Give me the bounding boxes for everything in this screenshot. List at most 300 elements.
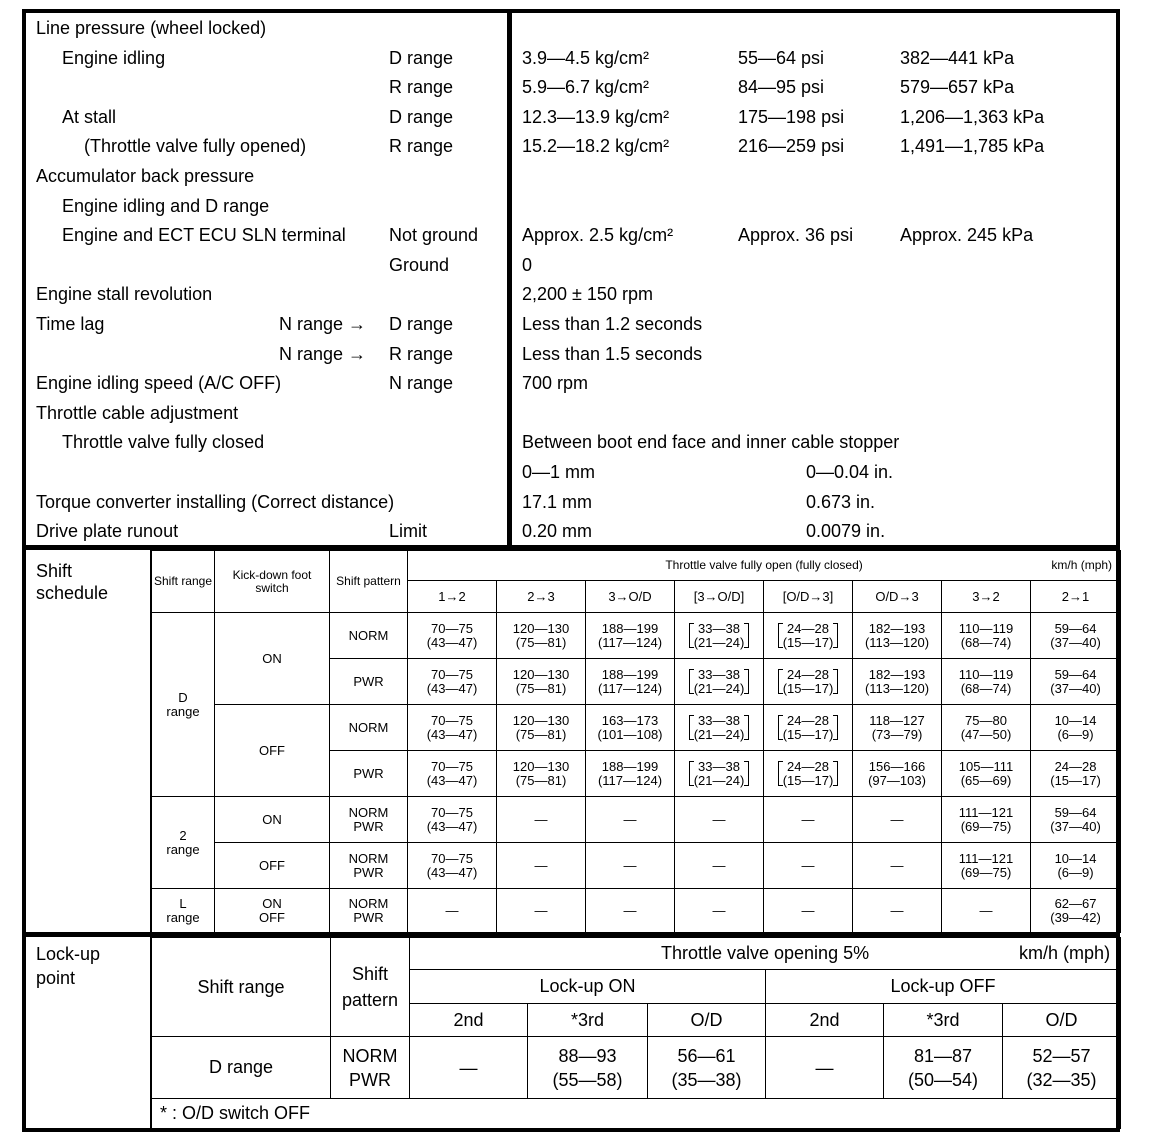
shift-speed-cell — [675, 659, 764, 705]
speed-value — [1031, 852, 1120, 879]
shift-range-header: Shift range — [152, 551, 215, 613]
shift-pattern-cell: NORM PWR — [330, 797, 408, 843]
speed-value — [942, 668, 1030, 695]
shift-speed-cell — [586, 797, 675, 843]
mph-value: (75—81) — [515, 772, 567, 788]
speed-value — [586, 622, 674, 649]
spec-label: At stall — [62, 106, 117, 127]
shift-range-cell: L range — [152, 889, 215, 933]
spec-value: 0.0079 in. — [806, 521, 886, 542]
spec-divider — [507, 9, 512, 546]
mph-value: (69—75) — [960, 864, 1012, 880]
kmh-value: 70—75 — [431, 850, 473, 866]
spec-value: 55—64 psi — [738, 47, 825, 68]
shift-speed-cell — [942, 705, 1031, 751]
speed-value — [408, 852, 496, 879]
lockup-table — [151, 937, 1121, 1129]
kickdown-switch-cell: OFF — [215, 705, 330, 797]
spec-label: Engine stall revolution — [36, 284, 213, 305]
lockup-on-header: Lock-up ON — [410, 970, 766, 1004]
lockup-gear-header: O/D — [648, 1004, 766, 1037]
kmh-value: 33—38 — [698, 712, 740, 728]
shift-speed-cell — [675, 843, 764, 889]
shift-speed-cell — [764, 659, 853, 705]
kmh-value: 188—199 — [601, 620, 659, 636]
mph-value: (113—120) — [864, 680, 930, 696]
shift-pattern-cell: PWR — [330, 659, 408, 705]
shift-speed-cell — [586, 659, 675, 705]
shift-speed-cell — [586, 751, 675, 797]
kmh-value: 33—38 — [698, 666, 740, 682]
shift-speed-cell — [408, 613, 497, 659]
lockup-throttle-header — [410, 938, 1121, 970]
spec-range: N range — [389, 373, 454, 394]
shift-speed-cell — [853, 659, 942, 705]
shift-speed-cell — [497, 705, 586, 751]
shift-column-header: 1→2 — [408, 581, 497, 613]
shift-speed-cell — [764, 843, 853, 889]
shift-speed-cell — [853, 889, 942, 933]
mph-value: (117—124) — [597, 634, 663, 650]
bracketed-value — [689, 622, 750, 649]
speed-value — [942, 714, 1030, 741]
mph-value: (6—9) — [1057, 864, 1094, 880]
shift-speed-cell — [853, 751, 942, 797]
kmh-value: 59—64 — [1054, 666, 1097, 682]
spec-value: Approx. 36 psi — [738, 225, 854, 246]
shift-speed-cell — [764, 613, 853, 659]
mph-value: (117—124) — [597, 680, 663, 696]
speed-value: — — [534, 857, 548, 873]
speed-value — [942, 806, 1030, 833]
kmh-value: 70—75 — [431, 758, 473, 774]
shift-speed-cell — [764, 889, 853, 933]
speed-value — [497, 760, 585, 787]
kmh-value: 24—28 — [1054, 758, 1097, 774]
speed-value — [942, 760, 1030, 787]
spec-value: 0.20 mm — [522, 521, 593, 542]
mph-value: (43—47) — [426, 726, 478, 742]
spec-label: Engine idling and D range — [62, 195, 270, 216]
shift-pattern-cell: NORM — [330, 613, 408, 659]
bracketed-value — [778, 714, 839, 741]
spec-value: 17.1 mm — [522, 491, 593, 512]
mph-value: (68—74) — [960, 634, 1012, 650]
spec-label: Engine idling speed (A/C OFF) — [36, 373, 282, 394]
speed-value: — — [712, 857, 726, 873]
spec-value: Less than 1.5 seconds — [522, 343, 703, 364]
spec-label: Line pressure (wheel locked) — [36, 18, 267, 38]
kmh-value: 59—64 — [1054, 804, 1097, 820]
shift-speed-cell — [1031, 889, 1121, 933]
lockup-gear-header: 2nd — [766, 1004, 884, 1037]
shift-speed-cell — [675, 751, 764, 797]
spec-value: 1,206—1,363 kPa — [900, 106, 1045, 127]
speed-value: — — [445, 902, 459, 918]
mph-value: (21—24) — [693, 726, 745, 742]
mph-value: (15—17) — [782, 772, 834, 788]
speed-value: — — [534, 902, 548, 918]
spec-label: Engine idling — [62, 47, 166, 68]
spec-value: 216—259 psi — [738, 136, 845, 157]
lockup-speed-cell — [766, 1037, 884, 1099]
shift-speed-cell — [942, 613, 1031, 659]
kickdown-switch-cell: OFF — [215, 843, 330, 889]
mph-value: (73—79) — [871, 726, 923, 742]
kmh-value: 111—121 — [958, 850, 1014, 866]
shift-speed-cell — [497, 751, 586, 797]
shift-speed-cell — [1031, 613, 1121, 659]
lockup-off-header: Lock-up OFF — [766, 970, 1121, 1004]
spec-range: Ground — [389, 254, 450, 275]
bracketed-value — [689, 714, 750, 741]
spec-value: 84—95 psi — [738, 77, 825, 98]
shift-speed-cell — [408, 797, 497, 843]
spec-from-range: N range → — [279, 343, 367, 364]
spec-value: 12.3—13.9 kg/cm² — [522, 106, 670, 127]
speed-value — [586, 668, 674, 695]
shift-speed-cell — [942, 797, 1031, 843]
spec-value: 579—657 kPa — [900, 77, 1015, 98]
kmh-value: 156—166 — [868, 758, 926, 774]
shift-speed-cell — [1031, 705, 1121, 751]
shift-schedule-label: Shift schedule — [36, 561, 109, 603]
shift-column-header: 2→3 — [497, 581, 586, 613]
kmh-value: 120—130 — [512, 712, 570, 728]
speed-value — [1031, 760, 1120, 787]
lockup-note: * : O/D switch OFF — [152, 1099, 1121, 1129]
spec-value: 0.673 in. — [806, 491, 876, 512]
speed-value — [1031, 806, 1120, 833]
spec-value: Between boot end face and inner cable stopper — [522, 432, 900, 453]
kmh-value: 70—75 — [431, 712, 473, 728]
kmh-value: 163—173 — [601, 712, 659, 728]
mph-value: (37—40) — [1050, 818, 1101, 834]
speed-value — [408, 714, 496, 741]
mph-value: (32—35) — [1026, 1069, 1097, 1090]
speed-value — [853, 714, 941, 741]
lockup-gear-header: *3rd — [528, 1004, 648, 1037]
spec-from-range: N range → — [279, 314, 367, 334]
shift-speed-cell — [497, 843, 586, 889]
kmh-value: 75—80 — [965, 712, 1007, 728]
spec-value: 0—0.04 in. — [806, 462, 894, 482]
speed-value: — — [534, 811, 548, 827]
kmh-value: 105—111 — [958, 758, 1014, 774]
kmh-value: 10—14 — [1054, 850, 1097, 866]
mph-value: (15—17) — [782, 726, 834, 742]
shift-speed-cell — [853, 705, 942, 751]
speed-value — [586, 714, 674, 741]
kmh-value: 88—93 — [558, 1045, 617, 1066]
lockup-speed-cell — [1003, 1037, 1121, 1099]
kmh-value: 59—64 — [1054, 620, 1097, 636]
mph-value: (15—17) — [782, 680, 834, 696]
speed-value — [1031, 714, 1120, 741]
lockup-gear-header: *3rd — [884, 1004, 1003, 1037]
shift-speed-cell — [586, 843, 675, 889]
spec-range: R range — [389, 136, 454, 157]
speed-value: — — [801, 857, 815, 873]
kmh-value: — — [459, 1057, 478, 1078]
speed-value: — — [623, 857, 637, 873]
mph-value: (43—47) — [426, 818, 478, 834]
shift-speed-cell — [586, 889, 675, 933]
shift-column-header: 3→O/D — [586, 581, 675, 613]
kmh-value: 62—67 — [1054, 895, 1097, 911]
shift-speed-cell — [675, 705, 764, 751]
mph-value: (75—81) — [515, 680, 567, 696]
shift-range-cell: D range — [152, 613, 215, 797]
speed-value: — — [712, 902, 726, 918]
lockup-gear-header: O/D — [1003, 1004, 1121, 1037]
lockup-range-cell: D range — [152, 1037, 331, 1099]
spec-value: 175—198 psi — [738, 106, 845, 127]
shift-speed-cell — [1031, 751, 1121, 797]
mph-value: (75—81) — [515, 726, 567, 742]
shift-speed-cell — [853, 613, 942, 659]
speed-value: — — [623, 902, 637, 918]
mph-value: (6—9) — [1057, 726, 1094, 742]
shift-speed-cell — [408, 843, 497, 889]
shift-speed-cell — [408, 889, 497, 933]
kmh-value: 120—130 — [512, 666, 570, 682]
kickdown-header: Kick-down foot switch — [215, 551, 330, 613]
shift-column-header: 2→1 — [1031, 581, 1121, 613]
kmh-value: — — [815, 1057, 834, 1078]
kmh-value: 24—28 — [787, 666, 829, 682]
spec-range: R range — [389, 77, 454, 98]
shift-speed-cell — [942, 659, 1031, 705]
mph-value: (15—17) — [782, 634, 834, 650]
kmh-value: 110—119 — [958, 666, 1014, 682]
speed-value: — — [801, 902, 815, 918]
spec-label: Engine and ECT ECU SLN terminal — [62, 225, 346, 246]
shift-speed-cell — [408, 659, 497, 705]
speed-value: — — [623, 811, 637, 827]
shift-column-header: O/D→3 — [853, 581, 942, 613]
spec-label: Throttle cable adjustment — [36, 402, 239, 423]
spec-range: D range — [389, 106, 454, 127]
shift-pattern-cell: PWR — [330, 751, 408, 797]
mph-value: (15—17) — [1050, 772, 1101, 788]
spec-value: 0 — [522, 254, 533, 275]
shift-column-header: 3→2 — [942, 581, 1031, 613]
shift-speed-cell — [497, 889, 586, 933]
kmh-value: 111—121 — [958, 804, 1014, 820]
kmh-value: 120—130 — [512, 758, 570, 774]
spec-value: 382—441 kPa — [900, 47, 1015, 68]
spec-value: 5.9—6.7 kg/cm² — [522, 77, 650, 98]
mph-value: (50—54) — [907, 1069, 979, 1090]
shift-speed-cell — [1031, 659, 1121, 705]
shift-speed-cell — [764, 797, 853, 843]
kmh-value: 118—127 — [869, 712, 925, 728]
mph-value: (37—40) — [1050, 680, 1101, 696]
spec-value: Approx. 2.5 kg/cm² — [522, 225, 674, 246]
shift-speed-cell — [764, 705, 853, 751]
shift-speed-cell — [942, 751, 1031, 797]
spec-value: 2,200 ± 150 rpm — [522, 284, 653, 305]
shift-speed-cell — [675, 889, 764, 933]
mph-value: (47—50) — [960, 726, 1012, 742]
shift-speed-cell — [497, 797, 586, 843]
shift-speed-cell — [408, 751, 497, 797]
shift-speed-cell — [497, 659, 586, 705]
lockup-pattern-cell: NORM PWR — [331, 1037, 410, 1099]
kmh-value: 56—61 — [677, 1045, 736, 1066]
bracketed-value — [689, 668, 750, 695]
shift-schedule-table — [151, 550, 1121, 933]
speed-value — [586, 760, 674, 787]
bracketed-value — [778, 622, 839, 649]
shift-speed-cell — [586, 613, 675, 659]
mph-value: (117—124) — [597, 772, 663, 788]
spec-value: 0—1 mm — [522, 462, 596, 482]
kmh-value: 81—87 — [913, 1045, 973, 1066]
kmh-value: 24—28 — [787, 758, 829, 774]
speed-value — [408, 668, 496, 695]
speed-value — [853, 760, 941, 787]
kmh-value: 70—75 — [431, 804, 473, 820]
mph-value: (43—47) — [426, 864, 478, 880]
speed-value: — — [890, 902, 904, 918]
shift-speed-cell — [1031, 797, 1121, 843]
mph-value: (21—24) — [693, 680, 745, 696]
speed-value — [1031, 622, 1120, 649]
lockup-throttle-text: Throttle valve opening 5% — [660, 943, 870, 964]
spec-range: R range — [389, 343, 454, 364]
spec-range: D range — [389, 314, 454, 334]
mph-value: (21—24) — [693, 772, 745, 788]
spec-value: Less than 1.2 seconds — [522, 314, 703, 334]
shift-pattern-header: Shift pattern — [330, 551, 408, 613]
speed-value: — — [801, 811, 815, 827]
mph-value: (35—38) — [671, 1069, 742, 1090]
mph-value: (65—69) — [960, 772, 1012, 788]
shift-pattern-cell: NORM — [330, 705, 408, 751]
bracketed-value — [778, 760, 839, 787]
kmh-value: 24—28 — [787, 712, 829, 728]
speed-value — [408, 622, 496, 649]
speed-value — [853, 622, 941, 649]
shift-column-header: [O/D→3] — [764, 581, 853, 613]
mph-value: (113—120) — [864, 634, 930, 650]
spec-value: 15.2—18.2 kg/cm² — [522, 136, 670, 157]
shift-speed-cell — [764, 751, 853, 797]
kmh-value: 24—28 — [787, 620, 829, 636]
speed-value: — — [712, 811, 726, 827]
mph-value: (69—75) — [960, 818, 1012, 834]
kmh-value: 10—14 — [1054, 712, 1097, 728]
lockup-shift-range-header: Shift range — [152, 938, 331, 1037]
spec-value: 1,491—1,785 kPa — [900, 136, 1045, 157]
mph-value: (21—24) — [693, 634, 745, 650]
speed-value — [497, 622, 585, 649]
speed-value: — — [979, 902, 993, 918]
kickdown-switch-cell: ON — [215, 613, 330, 705]
kmh-value: 52—57 — [1032, 1045, 1091, 1066]
shift-speed-cell — [675, 797, 764, 843]
mph-value: (68—74) — [960, 680, 1012, 696]
shift-range-cell: 2 range — [152, 797, 215, 889]
throttle-header-text: Throttle valve fully open (fully closed) — [665, 558, 863, 573]
shift-speed-cell — [408, 705, 497, 751]
kmh-value: 70—75 — [431, 620, 473, 636]
kmh-value: 188—199 — [601, 666, 659, 682]
mph-value: (39—42) — [1050, 909, 1101, 925]
speed-value — [1031, 897, 1120, 924]
lockup-speed-cell — [410, 1037, 528, 1099]
shift-speed-cell — [942, 843, 1031, 889]
speed-value — [942, 852, 1030, 879]
spec-value: Approx. 245 kPa — [900, 225, 1034, 246]
kmh-value: 188—199 — [601, 758, 659, 774]
speed-value — [1031, 668, 1120, 695]
bracketed-value — [689, 760, 750, 787]
kmh-value: 120—130 — [512, 620, 570, 636]
mph-value: (43—47) — [426, 680, 478, 696]
shift-speed-cell — [675, 613, 764, 659]
speed-value: — — [890, 811, 904, 827]
speed-value — [497, 668, 585, 695]
speed-value — [853, 668, 941, 695]
shift-column-header: [3→O/D] — [675, 581, 764, 613]
shift-speed-cell — [586, 705, 675, 751]
kmh-value: 110—119 — [958, 620, 1014, 636]
kmh-value: 182—193 — [868, 666, 926, 682]
units-header: km/h (mph) — [1051, 558, 1113, 573]
bracketed-value — [778, 668, 839, 695]
mph-value: (37—40) — [1050, 634, 1101, 650]
spec-range: D range — [389, 47, 454, 68]
speed-value — [942, 622, 1030, 649]
spec-label: Accumulator back pressure — [36, 166, 255, 186]
lockup-speed-cell — [648, 1037, 766, 1099]
spec-range: Limit — [389, 521, 428, 542]
shift-speed-cell — [942, 889, 1031, 933]
shift-pattern-cell: NORM PWR — [330, 889, 408, 933]
shift-speed-cell — [853, 797, 942, 843]
mph-value: (43—47) — [426, 634, 478, 650]
spec-label: Torque converter installing (Correct distance) — [36, 491, 395, 512]
lockup-label: Lock-up point — [36, 944, 101, 988]
lockup-speed-cell — [528, 1037, 648, 1099]
mph-value: (55—58) — [552, 1069, 623, 1090]
kmh-value: 33—38 — [698, 620, 740, 636]
speed-value — [497, 714, 585, 741]
lockup-shift-pattern-header: Shift pattern — [331, 938, 410, 1037]
shift-speed-cell — [853, 843, 942, 889]
speed-value — [408, 760, 496, 787]
throttle-header — [408, 551, 1121, 581]
lockup-gear-header: 2nd — [410, 1004, 528, 1037]
spec-label: (Throttle valve fully opened) — [84, 136, 307, 157]
spec-label: Throttle valve fully closed — [62, 432, 265, 453]
spec-range: Not ground — [389, 225, 479, 246]
kmh-value: 33—38 — [698, 758, 740, 774]
mph-value: (101—108) — [597, 726, 663, 742]
spec-value: 700 rpm — [522, 373, 589, 394]
kickdown-switch-cell: ON OFF — [215, 889, 330, 933]
shift-pattern-cell: NORM PWR — [330, 843, 408, 889]
mph-value: (43—47) — [426, 772, 478, 788]
lockup-units: km/h (mph) — [1019, 943, 1111, 964]
kmh-value: 70—75 — [431, 666, 473, 682]
speed-value — [408, 806, 496, 833]
speed-value: — — [890, 857, 904, 873]
spec-label: Drive plate runout — [36, 521, 179, 542]
